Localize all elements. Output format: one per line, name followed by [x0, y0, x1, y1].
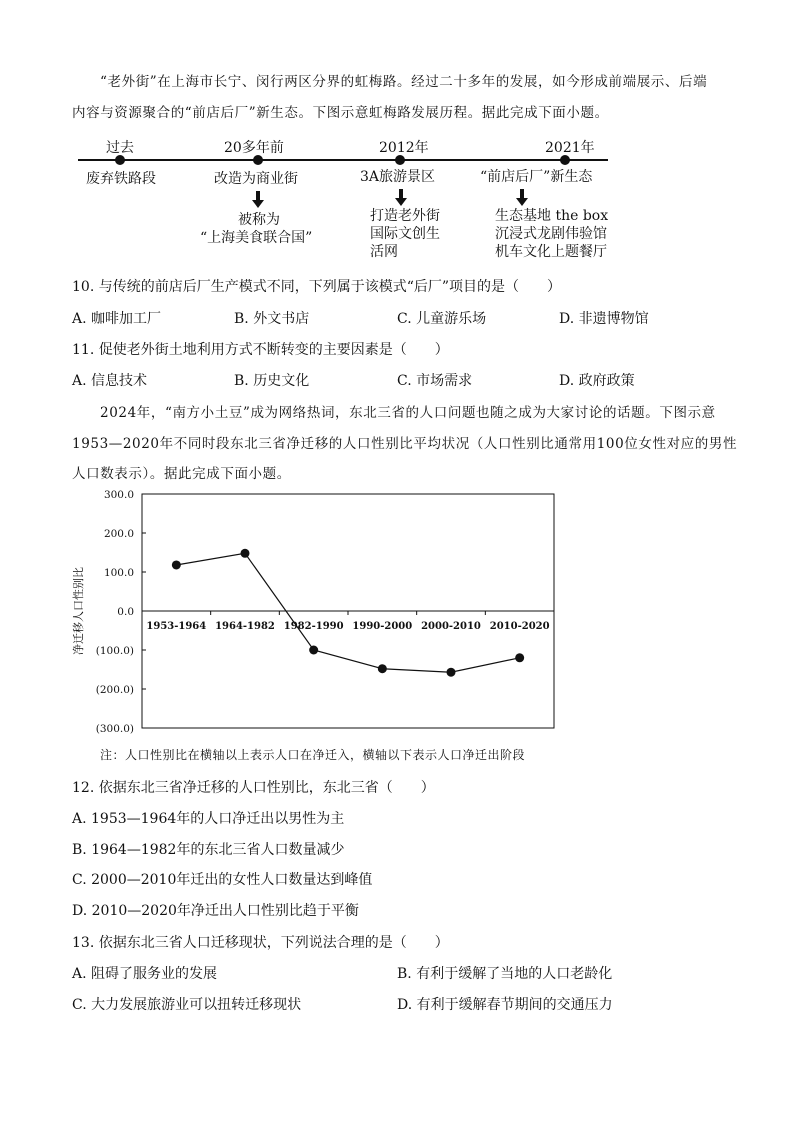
y-tick-label: (300.0): [95, 723, 134, 735]
q13-option-a[interactable]: A. 阻碍了服务业的发展: [72, 966, 218, 982]
timeline-label-1: 20多年前: [224, 140, 284, 156]
timeline-node-2-after-0: 打造老外街: [370, 208, 440, 224]
x-tick-label: 1953-1964: [146, 621, 207, 632]
q10-option-d[interactable]: D. 非遗博物馆: [559, 311, 649, 327]
x-tick-label: 2010-2020: [489, 621, 550, 632]
timeline-node-3-after-0: 生态基地 the box: [495, 208, 609, 224]
intro2-line2: 1953—2020年不同时段东北三省净迁移的人口性别比平均状况（人口性别比通常用100位女性对应的男性: [72, 436, 738, 452]
x-tick-label: 1964-1982: [215, 621, 275, 632]
intro2-line1: 2024年，“南方小土豆”成为网络热词，东北三省的人口问题也随之成为大家讨论的话题。下图示意: [100, 405, 716, 421]
q10-option-a[interactable]: A. 咖啡加工厂: [72, 311, 162, 327]
y-tick-label: 0.0: [117, 606, 134, 618]
migration-sex-ratio-chart: [60, 484, 570, 744]
arrow-down-icon: [395, 189, 407, 207]
q12-option-c[interactable]: C. 2000—2010年迁出的女性人口数量达到峰值: [72, 872, 373, 888]
timeline-node-1-text: 改造为商业街: [214, 171, 298, 187]
data-point: [172, 560, 181, 569]
data-point: [241, 549, 250, 558]
q11-option-d[interactable]: D. 政府政策: [559, 373, 635, 389]
timeline-node-3-after-2: 机车文化上题餐厅: [495, 244, 607, 260]
q12-option-b[interactable]: B. 1964—1982年的东北三省人口数量减少: [72, 842, 345, 858]
timeline-node-0-text: 废弃铁路段: [86, 171, 156, 187]
y-tick-label: 300.0: [103, 489, 134, 501]
x-tick-label: 1982-1990: [283, 621, 344, 632]
x-tick-label: 1990-2000: [352, 621, 413, 632]
q12-option-a[interactable]: A. 1953—1964年的人口净迁出以男性为主: [72, 811, 345, 827]
q13-option-c[interactable]: C. 大力发展旅游业可以扭转迁移现状: [72, 997, 302, 1013]
timeline-label-3: 2021年: [545, 140, 595, 156]
timeline-node-3-text: “前店后厂”新生态: [480, 169, 593, 185]
x-tick-label: 2000-2010: [421, 621, 481, 632]
q11-option-a[interactable]: A. 信息技术: [72, 373, 148, 389]
q10-stem: 10. 与传统的前店后厂生产模式不同，下列属于该模式“后厂”项目的是（ ）: [72, 279, 562, 295]
y-axis-label: 净迁移人口性别比: [72, 567, 85, 655]
timeline-label-2: 2012年: [379, 140, 429, 156]
timeline-node-1-after-1: “上海美食联合国”: [200, 230, 313, 246]
q11-option-c[interactable]: C. 市场需求: [397, 373, 473, 389]
q13-stem: 13. 依据东北三省人口迁移现状，下列说法合理的是（ ）: [72, 935, 449, 951]
timeline-node-2-after-2: 活网: [370, 244, 398, 260]
timeline-node-2-text: 3A旅游景区: [360, 169, 436, 185]
q11-option-b[interactable]: B. 历史文化: [234, 373, 310, 389]
timeline-node-1-after-0: 被称为: [238, 212, 280, 228]
chart-note: 注：人口性别比在横轴以上表示人口在净迁入，横轴以下表示人口净迁出阶段: [100, 748, 526, 762]
arrow-down-icon: [516, 189, 528, 207]
q10-option-c[interactable]: C. 儿童游乐场: [397, 311, 487, 327]
q13-option-b[interactable]: B. 有利于缓解了当地的人口老龄化: [397, 966, 613, 982]
intro1-line1: “老外街”在上海市长宁、闵行两区分界的虹梅路。经过二十多年的发展，如今形成前端展示、后端: [100, 74, 708, 90]
arrow-down-icon: [252, 191, 264, 209]
data-point: [378, 664, 387, 673]
q11-stem: 11. 促使老外街土地利用方式不断转变的主要因素是（ ）: [72, 342, 449, 358]
y-tick-label: 100.0: [103, 567, 134, 579]
q13-option-d[interactable]: D. 有利于缓解春节期间的交通压力: [397, 997, 613, 1013]
data-point: [309, 646, 318, 655]
y-tick-label: (100.0): [95, 645, 134, 657]
timeline-node-3-after-1: 沉浸式龙剧伟验馆: [495, 226, 607, 242]
timeline-label-0: 过去: [106, 140, 134, 156]
q12-stem: 12. 依据东北三省净迁移的人口性别比，东北三省（ ）: [72, 780, 435, 796]
data-point: [515, 653, 524, 662]
intro2-line3: 人口数表示）。据此完成下面小题。: [72, 466, 291, 482]
data-point: [447, 668, 456, 677]
timeline-node-2-after-1: 国际文创生: [370, 226, 440, 242]
q10-option-b[interactable]: B. 外文书店: [234, 311, 310, 327]
intro1-line2: 内容与资源聚合的“前店后厂”新生态。下图示意虹梅路发展历程。据此完成下面小题。: [72, 105, 609, 121]
y-tick-label: (200.0): [95, 684, 134, 696]
q12-option-d[interactable]: D. 2010—2020年净迁出人口性别比趋于平衡: [72, 903, 359, 919]
y-tick-label: 200.0: [103, 528, 134, 540]
